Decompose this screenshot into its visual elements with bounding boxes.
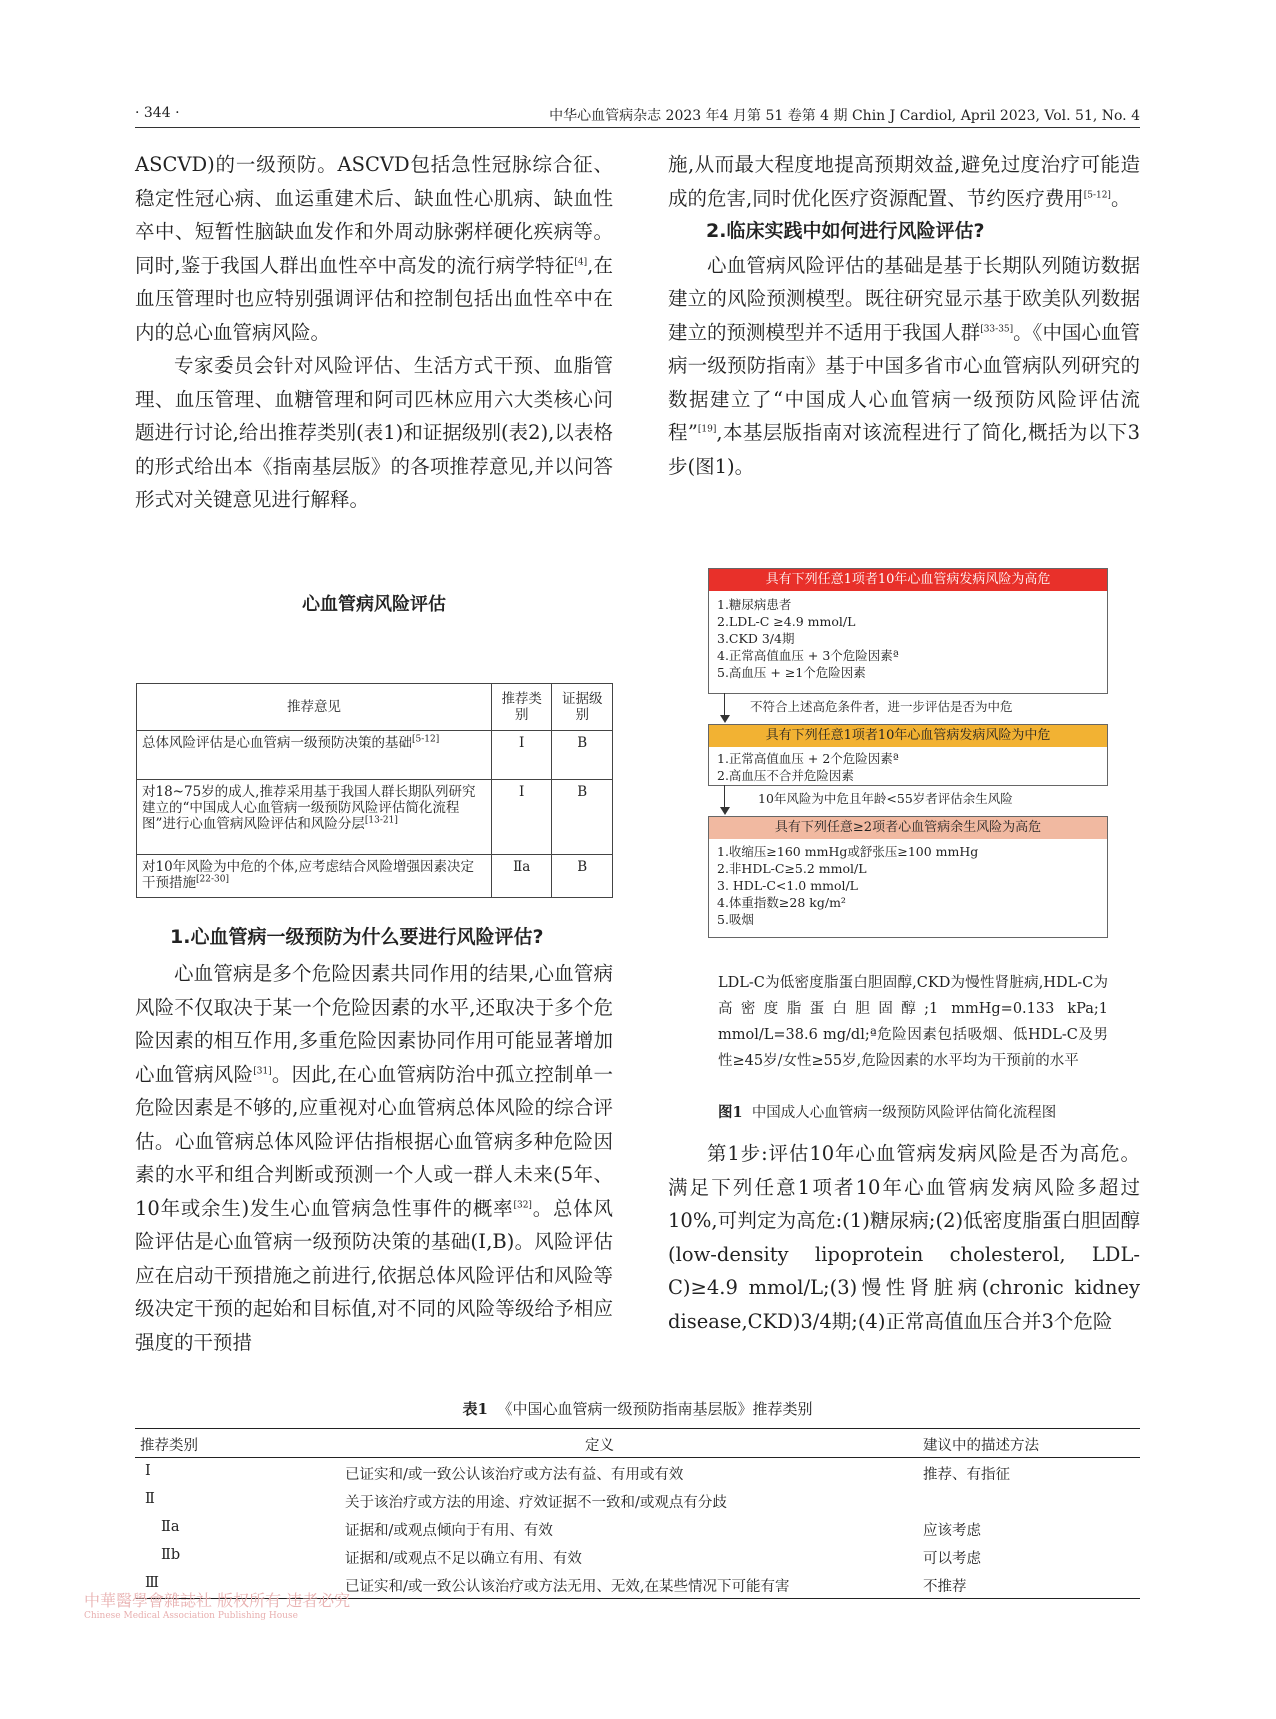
- list-item: 2.高血压不合并危险因素: [717, 768, 854, 783]
- list-item: 5.吸烟: [717, 912, 754, 927]
- list-item: 1.糖尿病患者: [717, 597, 792, 612]
- table-row: Ⅲ 已证实和/或一致公认该治疗或方法无用、无效,在某些情况下可能有害 不推荐: [135, 1570, 1140, 1599]
- arrow-label: 10年风险为中危且年龄<55岁者评估余生风险: [758, 791, 1013, 806]
- right-column-top: [668, 148, 1140, 483]
- table-header: 推荐类别: [491, 684, 552, 731]
- question-heading: 1.心血管病一级预防为什么要进行风险评估?: [170, 926, 544, 948]
- table-header: 推荐意见: [137, 684, 492, 731]
- table-header: 证据级别: [552, 684, 613, 731]
- question-heading: 2.临床实践中如何进行风险评估?: [706, 220, 985, 242]
- list-item: 1.正常高值血压 + 2个危险因素ª: [717, 751, 899, 766]
- figure-caption: 图1 中国成人心血管病一级预防风险评估简化流程图: [718, 1104, 1057, 1121]
- paragraph: 第1步:评估10年心血管病发病风险是否为高危。满足下列任意1项者10年心血管病发病风险多超过10%,可判定为高危:(1)糖尿病;(2)低密度脂蛋白胆固醇(low-density lipoprotein cholesterol, LDL-C)≥4.9 mmol/L;(3)慢性肾脏病(chronic kidney disease,CKD)3/4期;(4)正常高值血压合并3个危险: [668, 1142, 1140, 1333]
- high-risk-box: [708, 568, 1108, 694]
- table1-title: 表1 《中国心血管病一级预防指南基层版》推荐类别: [462, 1400, 813, 1418]
- lifetime-risk-title: 具有下列任意≥2项者心血管病余生风险为高危: [709, 817, 1107, 839]
- list-item: 4.正常高值血压 + 3个危险因素ª: [717, 648, 899, 663]
- list-item: 2.LDL-C ≥4.9 mmol/L: [717, 614, 856, 629]
- mid-risk-box: [708, 724, 1108, 786]
- list-item: 3.CKD 3/4期: [717, 631, 795, 646]
- paragraph: 心血管病风险评估的基础是基于长期队列随访数据建立的风险预测模型。既往研究显示基于欧美队列数据建立的预测模型并不适用于我国人群[33-35]。《中国心血管病一级预防指南》基于中国多省市心血管病队列研究的数据建立了“中国成人心血管病一级预防风险评估流程”[19],本基层版指南对该流程进行了简化,概括为以下3步(图1)。: [668, 253, 1140, 478]
- running-header: [135, 105, 1140, 128]
- table-header-row: 推荐类别 定义 建议中的描述方法: [135, 1428, 1140, 1458]
- table-row: Ⅱa 证据和/或观点倾向于有用、有效 应该考虑: [161, 1519, 981, 1539]
- figure-label: 图1: [718, 1104, 743, 1121]
- paragraph: ASCVD)的一级预防。ASCVD包括急性冠脉综合征、稳定性冠心病、血运重建术后、缺血性心肌病、缺血性卒中、短暂性脑缺血发作和外周动脉粥样硬化疾病等。同时,鉴于我国人群出血性卒中高发的流行病学特征[4],在血压管理时也应特别强调评估和控制包括出血性卒中在内的总心血管病风险。: [135, 153, 614, 344]
- table-row: 对10年风险为中危的个体,应考虑结合风险增强因素决定干预措施[22-30] Ⅱa B: [137, 855, 613, 898]
- list-item: 1.收缩压≥160 mmHg或舒张压≥100 mmHg: [717, 844, 979, 859]
- list-item: 5.高血压 + ≥1个危险因素: [717, 665, 866, 680]
- paragraph: 心血管病是多个危险因素共同作用的结果,心血管病风险不仅取决于某一个危险因素的水平,还取决于多个危险因素的相互作用,多重危险因素协同作用可能显著增加心血管病风险[31]。因此,在心血管病防治中孤立控制单一危险因素是不够的,应重视对心血管病总体风险的综合评估。心血管病总体风险评估指根据心血管病多种危险因素的水平和组合判断或预测一个人或一群人未来(5年、10年或余生)发生心血管病急性事件的概率[32]。总体风险评估是心血管病一级预防决策的基础(Ⅰ,B)。风险评估应在启动干预措施之前进行,依据总体风险评估和风险等级决定干预的起始和目标值,对不同的风险等级给予相应强度的干预措: [135, 962, 613, 1354]
- table-row: Ⅰ 已证实和/或一致公认该治疗或方法有益、有用或有效 推荐、有指征: [145, 1463, 1010, 1483]
- arrow: [724, 785, 725, 809]
- page-number: · 344 ·: [135, 105, 180, 121]
- arrow: [724, 693, 725, 717]
- arrowhead-icon: [720, 807, 730, 815]
- left-column-top: [135, 148, 613, 517]
- list-item: 3. HDL-C<1.0 mmol/L: [717, 878, 858, 893]
- figure-note: LDL-C为低密度脂蛋白胆固醇,CKD为慢性肾脏病,HDL-C为高密度脂蛋白胆固醇;1 mmHg=0.133 kPa;1 mmol/L=38.6 mg/dl;ª危险因素包括吸烟、低HDL-C及男性≥45岁/女性≥55岁,危险因素的水平均为干预前的水平: [718, 975, 1108, 1069]
- table-row: Ⅱ 关于该治疗或方法的用途、疗效证据不一致和/或观点有分歧: [145, 1491, 727, 1511]
- lifetime-risk-box: [708, 816, 1108, 938]
- left-column-bottom: [135, 957, 613, 1359]
- list-item: 4.体重指数≥28 kg/m²: [717, 895, 846, 910]
- high-risk-title: 具有下列任意1项者10年心血管病发病风险为高危: [709, 569, 1107, 591]
- right-column-bottom: [668, 1137, 1140, 1338]
- arrowhead-icon: [720, 715, 730, 723]
- mid-risk-title: 具有下列任意1项者10年心血管病发病风险为中危: [709, 725, 1107, 747]
- recommendation-table: [136, 683, 613, 898]
- paragraph: 施,从而最大程度地提高预期效益,避免过度治疗可能造成的危害,同时优化医疗资源配置、节约医疗费用[5-12]。: [668, 153, 1140, 210]
- table-row: Ⅱb 证据和/或观点不足以确立有用、有效 可以考虑: [161, 1547, 981, 1567]
- recommendation-class-table: [135, 1428, 1140, 1599]
- table-row: 对18~75岁的成人,推荐采用基于我国人群长期队列研究建立的“中国成人心血管病一级预防风险评估简化流程图”进行心血管病风险评估和风险分层[13-21] Ⅰ B: [137, 780, 613, 855]
- journal-title: 中华心血管病杂志 2023 年4 月第 51 卷第 4 期 Chin J Cardiol, April 2023, Vol. 51, No. 4: [549, 108, 1140, 124]
- risk-flowchart: [708, 568, 1108, 968]
- table-row: 总体风险评估是心血管病一级预防决策的基础[5-12] Ⅰ B: [137, 731, 613, 780]
- section-title: 心血管病风险评估: [302, 594, 446, 615]
- paragraph: 专家委员会针对风险评估、生活方式干预、血脂管理、血压管理、血糖管理和阿司匹林应用六大类核心问题进行讨论,给出推荐类别(表1)和证据级别(表2),以表格的形式给出本《指南基层版》的各项推荐意见,并以问答形式对关键意见进行解释。: [135, 354, 613, 511]
- publisher-watermark: 中華醫學會雜誌社 版权所有 违者必究 Chinese Medical Association Publishing House: [84, 1591, 351, 1621]
- list-item: 2.非HDL-C≥5.2 mmol/L: [717, 861, 867, 876]
- arrow-label: 不符合上述高危条件者，进一步评估是否为中危: [750, 699, 1013, 714]
